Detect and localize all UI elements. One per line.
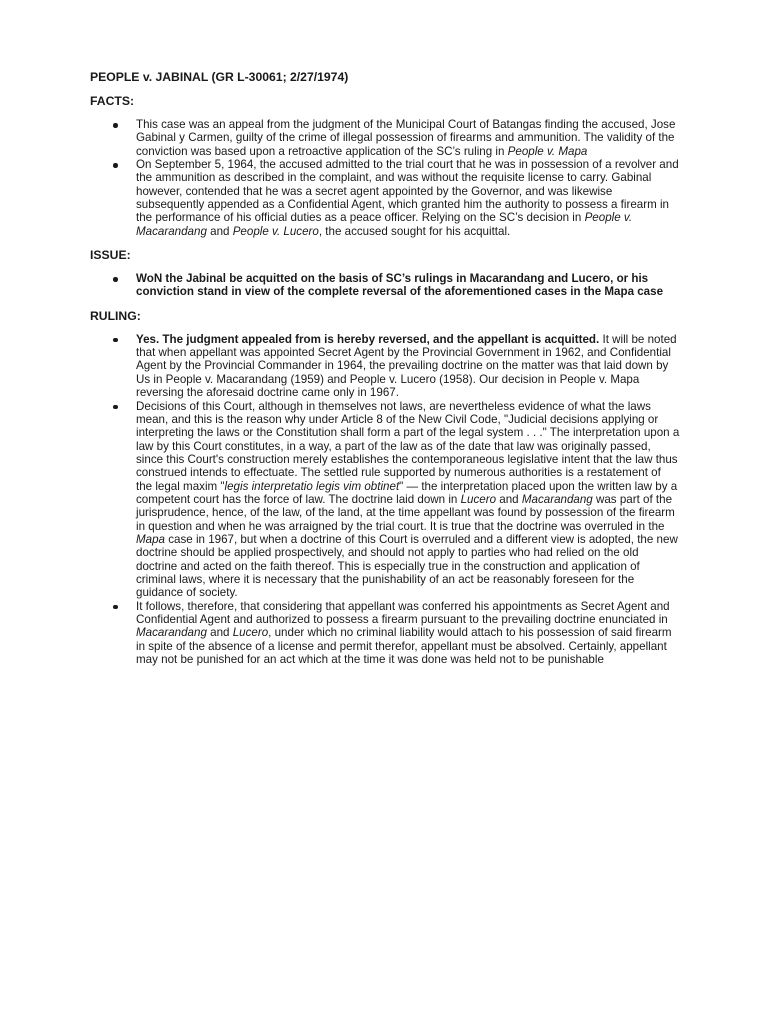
- ruling-item-3-text-3: , under which no criminal liability would attach to his possession of said firearm in spite of the absence of a license and permit therefor, appellant must be absolved. Certainly, appellant may not be punished for an act which at the time it was done was held not to be punishable: [136, 626, 672, 667]
- facts-item-2-text-3: , the accused sought for his acquittal.: [318, 224, 511, 238]
- document-page: [90, 70, 680, 676]
- ruling-item-1-holding: Yes. The judgment appealed from is hereby reversed, and the appellant is acquitted.: [136, 332, 600, 346]
- facts-list: [90, 118, 680, 238]
- facts-item-2: [90, 158, 680, 238]
- facts-heading: FACTS:: [90, 94, 135, 108]
- ruling-list: [90, 333, 680, 667]
- facts-item-2-case-ref-1: People v. Macarandang: [136, 211, 633, 238]
- facts-item-2-case-ref-2: People v. Lucero: [232, 224, 319, 238]
- ruling-item-3: [90, 600, 680, 667]
- case-title: PEOPLE v. JABINAL (GR L-30061; 2/27/1974): [90, 70, 349, 84]
- facts-item-1-case-ref: People v. Mapa: [507, 144, 588, 158]
- ruling-item-1: [90, 333, 680, 400]
- ruling-item-2: [90, 400, 680, 600]
- ruling-item-3-case-ref-2: Lucero: [232, 626, 269, 640]
- ruling-heading: RULING:: [90, 308, 141, 323]
- bullet-icon: [113, 123, 118, 128]
- bullet-icon: [113, 163, 118, 168]
- ruling-item-2-case-ref-1: Lucero: [460, 492, 497, 506]
- ruling-item-2-text-4: was part of the jurisprudence, hence, of the law, of the land, at the time appellant was found by possession of the firearm in question and when he was arraigned by the trial court. It is true that the doctrine was overruled in the: [136, 492, 675, 533]
- bullet-icon: [113, 338, 118, 343]
- facts-item-1-text: This case was an appeal from the judgment of the Municipal Court of Batangas finding the accused, Jose Gabinal y Carmen, guilty of the crime of illegal possession of firearms and ammunition. The validity of the conviction was based upon a retroactive application of the SC’s ruling in: [136, 118, 676, 158]
- ruling-item-2-maxim: legis interpretatio legis vim obtinet: [224, 479, 400, 493]
- ruling-item-1-text: It will be noted that when appellant was appointed Secret Agent by the Provincial Government in 1962, and Confidential Agent by the Provincial Commander in 1964, the prevailing doctrine on the matter was that laid down by Us in People v. Macarandang (1959) and People v. Lucero (1958). Our decision in People v. Mapa reversing the aforesaid doctrine came only in 1967.: [136, 332, 677, 400]
- issue-item-1-text: WoN the Jabinal be acquitted on the basis of SC’s rulings in Macarandang and Lucero, or his conviction stand in view of the complete reversal of the aforementioned cases in the Mapa case: [136, 272, 664, 299]
- ruling-item-2-text-3: and: [496, 492, 522, 506]
- bullet-icon: [113, 277, 118, 282]
- issue-list: [90, 272, 680, 299]
- issue-item-1: [90, 272, 680, 299]
- ruling-item-3-case-ref-1: Macarandang: [136, 626, 207, 640]
- ruling-item-2-case-ref-2: Macarandang: [521, 492, 593, 506]
- facts-item-1: [90, 118, 680, 158]
- ruling-item-2-text-2: " — the interpretation placed upon the written law by a competent court has the force of law. The doctrine laid down in: [136, 479, 678, 506]
- facts-item-2-text: On September 5, 1964, the accused admitted to the trial court that he was in possession of a revolver and the ammunition as described in the complaint, and was without the requisite license to carry. Gabinal however, contended that he was a secret agent appointed by the Governor, and was likewise subsequently appended as a Confidential Agent, which granted him the authority to possess a firearm in the performance of his official duties as a peace officer. Relying on the SC’s decision in: [136, 158, 679, 225]
- ruling-item-2-text: Decisions of this Court, although in themselves not laws, are nevertheless evidence of what the laws mean, and this is the reason why under Article 8 of the New Civil Code, "Judicial decisions applying or interpreting the laws or the Constitution shall form a part of the legal system . . ." The interpretation upon a law by this Court constitutes, in a way, a part of the law as of the date that law was originally passed, since this Court's construction merely establishes the contemporaneous legislative intent that the law thus construed intends to effectuate. The settled rule supported by numerous authorities is a restatement of the legal maxim ": [136, 399, 680, 493]
- ruling-item-3-text: It follows, therefore, that considering that appellant was conferred his appointments as Secret Agent and Confidential Agent and authorized to possess a firearm pursuant to the prevailing doctrine enunciated in: [136, 599, 670, 626]
- issue-heading: ISSUE:: [90, 248, 131, 263]
- ruling-item-2-text-5: case in 1967, but when a doctrine of this Court is overruled and a different view is adopted, the new doctrine should be applied prospectively, and should not apply to parties who had relied on the old doctrine and acted on the faith thereof. This is especially true in the construction and application of criminal laws, where it is necessary that the punishability of an act be reasonably foreseen for the guidance of society.: [136, 532, 678, 600]
- facts-item-2-text-2: and: [206, 224, 233, 238]
- ruling-item-2-case-ref-3: Mapa: [136, 532, 166, 546]
- bullet-icon: [113, 405, 118, 410]
- bullet-icon: [113, 605, 118, 610]
- ruling-item-3-text-2: and: [206, 626, 233, 640]
